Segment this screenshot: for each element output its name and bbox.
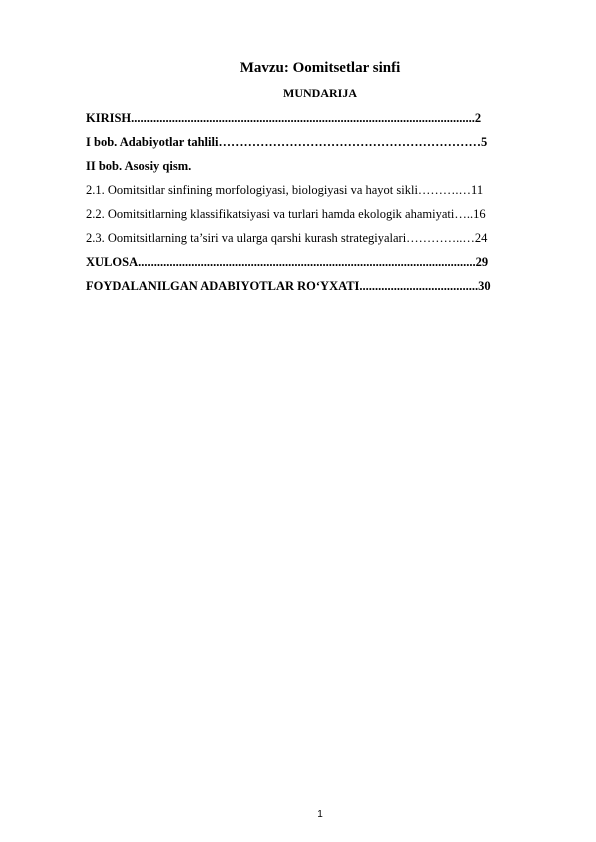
- toc-entry-references: FOYDALANILGAN ADABIYOTLAR RO‘YXATI......................................30: [86, 279, 491, 293]
- toc-entry-kirish: KIRISH..............................................................................................................2: [86, 111, 482, 125]
- toc-entry-section-2-2: 2.2. Oomitsitlarning klassifikatsiyasi va turlari hamda ekologik ahamiyati…..16: [86, 207, 486, 221]
- toc-entry-section-2-3: 2.3. Oomitsitlarning ta’siri va ularga qarshi kurash strategiyalari…………..…24: [86, 231, 488, 245]
- table-of-contents: [86, 110, 546, 302]
- toc-entry-chapter-1: I bob. Adabiyotlar tahlili………………………………………………………5: [86, 135, 488, 149]
- toc-entry-xulosa: XULOSA............................................................................................................29: [86, 255, 489, 269]
- toc-entry-chapter-2: II bob. Asosiy qism.: [86, 159, 192, 173]
- toc-heading: MUNDARIJA: [283, 86, 357, 100]
- toc-entry-section-2-1: 2.1. Oomitsitlar sinfining morfologiyasi, biologiyasi va hayot sikli……….…11: [86, 183, 484, 197]
- page-number: 1: [317, 809, 323, 820]
- document-title: Mavzu: Oomitsetlar sinfi: [239, 60, 401, 76]
